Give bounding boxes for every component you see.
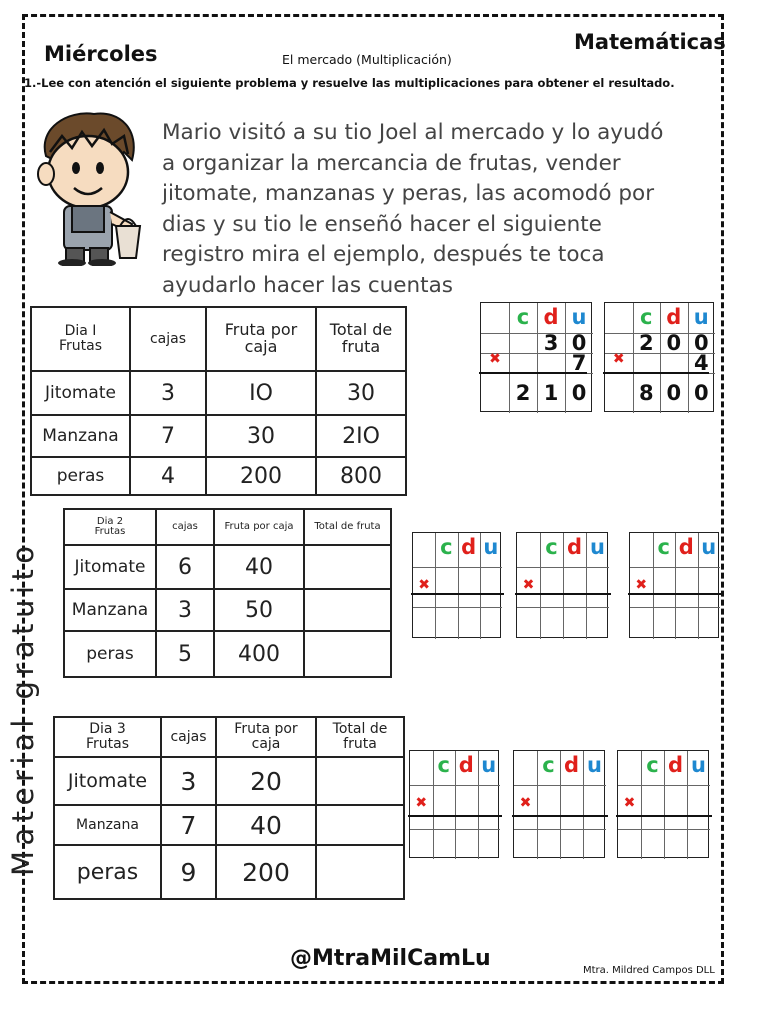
author-handle: @MtraMilCamLu [290,946,491,971]
day3-table [53,716,405,900]
answer-line [512,815,608,817]
grid-line [618,829,710,830]
grid-line [410,829,500,830]
grid-line [517,607,609,608]
result-digit: 8 [638,381,654,405]
subject-title: Matemáticas [574,30,726,54]
answer-cell[interactable] [316,805,404,845]
multiply-icon: ✖ [489,351,501,367]
grid-line [618,785,710,786]
grid-line [517,567,609,568]
story-line: registro mira el ejemplo, después te toca [162,242,605,267]
table-cell: 30 [316,371,406,415]
table-cell: 7 [130,415,206,457]
multiply-icon: ✖ [612,351,625,367]
place-value-c-label: c [640,305,653,329]
practice-multiplication-grid[interactable] [516,532,608,638]
answer-cell[interactable] [304,545,391,589]
multiplier-digit: 7 [571,351,587,375]
table-cell: Manzana [64,589,156,631]
multiply-icon: ✖ [519,795,532,811]
multiplicand-digit: 0 [666,331,682,355]
place-value-d-label: d [543,305,559,329]
table-header: cajas [156,509,214,545]
table-cell: 9 [161,845,216,899]
place-value-c-label: c [646,753,659,777]
story-line: jitomate, manzanas y peras, las acomodó por [162,181,655,206]
day1-table [30,306,407,496]
multiply-icon: ✖ [635,577,648,593]
table-cell: 20 [216,757,316,805]
table-cell: 400 [214,631,304,677]
result-digit: 1 [543,381,559,405]
answer-cell[interactable] [304,589,391,631]
place-value-u-label: u [481,753,497,777]
grid-line [413,567,502,568]
table-cell: peras [31,457,130,495]
example-multiplication-grid [480,302,592,412]
place-value-d-label: d [666,305,682,329]
table-header: Dia 2 Frutas [64,509,156,545]
place-value-c-label: c [657,535,670,559]
grid-line [514,829,606,830]
grid-line [630,607,720,608]
table-header: Dia I Frutas [31,307,130,371]
story-text [162,118,702,301]
practice-multiplication-grid[interactable] [629,532,719,638]
place-value-u-label: u [587,753,602,777]
answer-cell[interactable] [316,845,404,899]
practice-multiplication-grid[interactable] [409,750,499,858]
table-cell: peras [64,631,156,677]
place-value-u-label: u [701,535,717,559]
table-cell: 40 [214,545,304,589]
grid-line [413,607,502,608]
table-header: Total de fruta [304,509,391,545]
answer-line [616,815,712,817]
boy-with-bucket-illustration [28,108,150,266]
answer-cell[interactable] [316,757,404,805]
multiply-icon: ✖ [415,795,428,811]
multiplicand-digit: 0 [693,331,709,355]
place-value-d-label: d [461,535,477,559]
example-multiplication-grid [604,302,714,412]
day2-table [63,508,392,678]
story-line: Mario visitó a su tio Joel al mercado y lo ayudó [162,120,664,145]
practice-multiplication-grid[interactable] [617,750,709,858]
lesson-title: El mercado (Multiplicación) [282,52,452,67]
table-header: Total de fruta [316,717,404,757]
table-cell: 50 [214,589,304,631]
result-digit: 0 [571,381,587,405]
table-cell: 30 [206,415,316,457]
place-value-u-label: u [590,535,605,559]
place-value-d-label: d [458,753,474,777]
table-header: cajas [161,717,216,757]
day-title: Miércoles [44,42,158,66]
grid-line [514,785,606,786]
answer-line [628,593,722,595]
multiply-icon: ✖ [623,795,636,811]
table-header: Total de fruta [316,307,406,371]
multiply-icon: ✖ [418,577,430,593]
answer-cell[interactable] [304,631,391,677]
table-cell: Jitomate [64,545,156,589]
table-cell: 3 [156,589,214,631]
side-watermark-text: Material gratuito [6,540,40,876]
place-value-d-label: d [667,753,684,777]
answer-line [411,593,504,595]
result-digit: 0 [666,381,682,405]
answer-line [515,593,611,595]
place-value-d-label: d [566,535,583,559]
place-value-c-label: c [440,535,453,559]
table-cell: Jitomate [54,757,161,805]
table-cell: 800 [316,457,406,495]
table-cell: Manzana [31,415,130,457]
table-cell: Manzana [54,805,161,845]
multiplicand-digit: 2 [638,331,654,355]
table-cell: peras [54,845,161,899]
author-credit: Mtra. Mildred Campos DLL [583,965,715,976]
table-cell: 200 [216,845,316,899]
place-value-c-label: c [542,753,555,777]
table-cell: 4 [130,457,206,495]
multiplier-digit: 4 [693,351,709,375]
table-cell: Jitomate [31,371,130,415]
place-value-u-label: u [691,753,706,777]
grid-line [630,567,720,568]
result-digit: 0 [693,381,709,405]
place-value-u-label: u [693,305,709,329]
story-line: dias y su tio le enseñó hacer el siguiente [162,211,602,237]
multiplicand-digit: 3 [543,331,559,355]
table-cell: 5 [156,631,214,677]
table-header: Fruta por caja [216,717,316,757]
table-cell: 7 [161,805,216,845]
story-line: a organizar la mercancia de frutas, vender [162,150,621,176]
table-cell: 3 [130,371,206,415]
table-header: cajas [130,307,206,371]
table-cell: 40 [216,805,316,845]
place-value-u-label: u [483,535,499,559]
practice-multiplication-grid[interactable] [513,750,605,858]
table-cell: 2IO [316,415,406,457]
answer-line [408,815,502,817]
table-header: Dia 3 Frutas [54,717,161,757]
place-value-c-label: c [516,305,530,329]
multiplicand-digit: 0 [571,331,587,355]
place-value-u-label: u [571,305,587,329]
place-value-c-label: c [545,535,558,559]
place-value-d-label: d [563,753,580,777]
table-header: Fruta por caja [206,307,316,371]
table-cell: IO [206,371,316,415]
place-value-d-label: d [678,535,694,559]
result-digit: 2 [515,381,531,405]
story-line: ayudarlo hacer las cuentas [162,272,453,298]
table-header: Fruta por caja [214,509,304,545]
table-cell: 200 [206,457,316,495]
multiply-icon: ✖ [522,577,535,593]
table-cell: 3 [161,757,216,805]
instruction-text: 1.-Lee con atención el siguiente problema y resuelve las multiplicaciones para obtener el resultado. [24,76,675,90]
practice-multiplication-grid[interactable] [412,532,501,638]
grid-line [410,785,500,786]
place-value-c-label: c [437,753,450,777]
table-cell: 6 [156,545,214,589]
